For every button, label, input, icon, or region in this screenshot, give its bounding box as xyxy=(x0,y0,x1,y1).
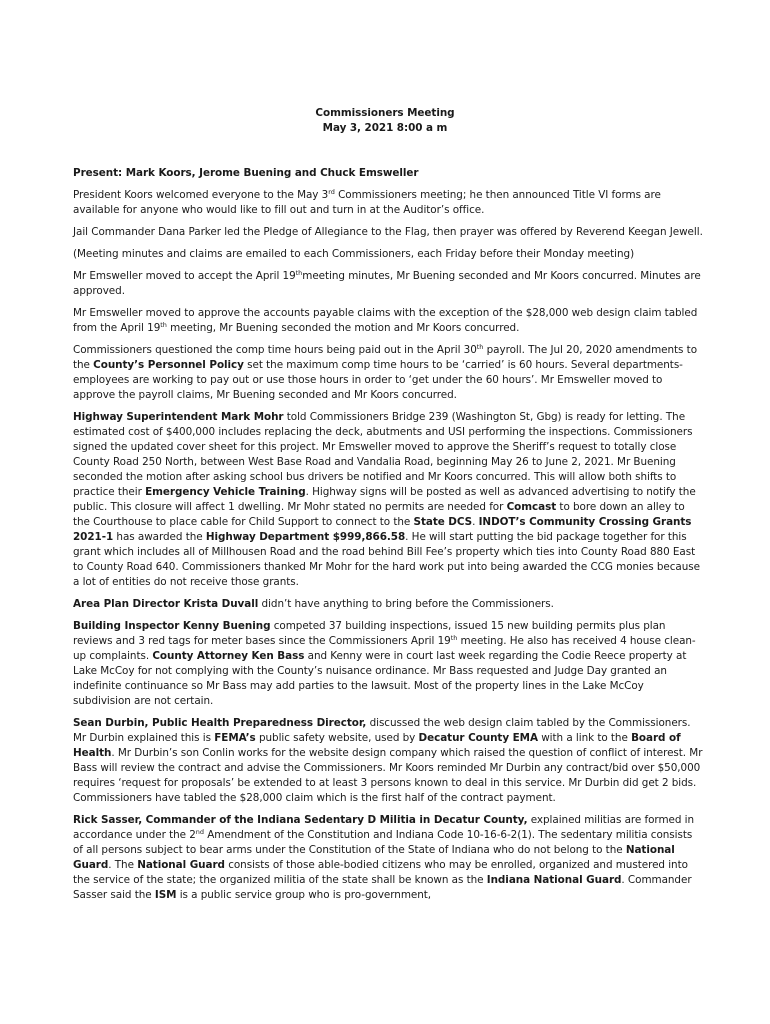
document-title xyxy=(0,106,770,136)
bold-text: Comcast xyxy=(506,501,557,513)
paragraph-pledge xyxy=(73,225,703,240)
text-run: Commissioners meeting; he then announced Title VI forms are available for anyone who would like to fill out and turn in at the Auditor’s office. xyxy=(73,189,661,216)
text-run: public safety website, used by xyxy=(255,732,419,744)
text-run: (Meeting minutes and claims are emailed to each Commissioners, each Friday before their Monday meeting) xyxy=(73,248,635,260)
title-line-2: May 3, 2021 8:00 a m xyxy=(322,122,448,134)
text-run: President Koors welcomed everyone to the May 3 xyxy=(73,189,329,201)
superscript: nd xyxy=(195,828,204,836)
bold-text: ISM xyxy=(154,889,177,901)
bold-text: National Guard xyxy=(137,859,225,871)
paragraph-claims xyxy=(73,306,703,336)
text-run: meeting, Mr Buening seconded the motion and Mr Koors concurred. xyxy=(166,322,520,334)
text-run: . Highway signs will be posted as well as advanced advertising to notify the public. This closure will affect 1 dwelling. Mr Mohr stated no permits are needed for xyxy=(73,486,696,513)
text-run: with a link to the xyxy=(537,732,632,744)
superscript: th xyxy=(295,269,303,277)
text-run: payroll. The Jul 20, 2020 amendments to the xyxy=(73,344,697,371)
bold-text: National Guard xyxy=(73,844,675,871)
text-run: Amendment of the Constitution and Indiana Code 10-16-6-2(1). The sedentary militia consists of all persons subject to bear arms under the Constitution of the State of Indiana who do not belong to the xyxy=(73,829,693,856)
text-run: explained militias are formed in accordance under the 2 xyxy=(73,814,695,841)
paragraph-minutes xyxy=(73,269,703,299)
paragraph-areaplan xyxy=(73,597,703,612)
superscript: th xyxy=(450,634,458,642)
text-run: Mr Emsweller moved to accept the April 19 xyxy=(73,270,296,282)
paragraph-building xyxy=(73,619,703,709)
text-run: . Mr Durbin’s son Conlin works for the website design company which raised the question of conflict of interest. Mr Bass will review the contract and advise the Commissioners. Mr Koors reminded Mr Durbin any contract/bid over $50,000 requires ‘request for proposals’ be extended to at least 3 persons known to deal in this service. Mr Durbin did get 2 bids. Commissioners have tabled the $28,000 claim which is the first half of the contract payment. xyxy=(73,747,703,804)
text-run: meeting minutes, Mr Buening seconded and Mr Koors concurred. Minutes are approved. xyxy=(73,270,701,297)
document-body xyxy=(73,166,703,910)
text-run: competed 37 building inspections, issued 15 new building permits plus plan reviews and 3 red tags for meter bases since the Commissioners April 19 xyxy=(73,620,666,647)
bold-text: County’s Personnel Policy xyxy=(93,359,244,371)
paragraph-highway xyxy=(73,410,703,590)
bold-text: Highway Superintendent Mark Mohr xyxy=(73,411,284,423)
text-run: Commissioners questioned the comp time hours being paid out in the April 30 xyxy=(73,344,477,356)
bold-text: State DCS xyxy=(413,516,473,528)
text-run: consists of those able-bodied citizens who may be enrolled, organized and mustered into the service of the state; the organized militia of the state shall be known as the xyxy=(73,859,688,886)
text-run: is a public service group who is pro-government, xyxy=(176,889,432,901)
bold-text: Indiana National Guard xyxy=(486,874,622,886)
text-run: meeting. He also has received 4 house clean-up complaints. xyxy=(73,635,696,662)
paragraph-present xyxy=(73,166,703,181)
text-run: Mr Emsweller moved to approve the accounts payable claims with the exception of the $28,000 web design claim tabled from the April 19 xyxy=(73,307,698,334)
paragraph-durbin xyxy=(73,716,703,806)
paragraph-welcome xyxy=(73,188,703,218)
bold-text: Emergency Vehicle Training xyxy=(145,486,306,498)
bold-text: Present: Mark Koors, Jerome Buening and Chuck Emsweller xyxy=(73,167,419,179)
text-run: and Kenny were in court last week regarding the Codie Reece property at Lake McCoy for not complying with the County’s nuisance ordinance. Mr Bass requested and Judge Day granted an indefinite continuance so Mr Bass may add parties to the lawsuit. Most of the property lines in the Lake McCoy subdivision are not certain. xyxy=(73,650,687,707)
text-run: discussed the web design claim tabled by the Commissioners. Mr Durbin explained this is xyxy=(73,717,691,744)
bold-text: Building Inspector Kenny Buening xyxy=(73,620,271,632)
text-run: told Commissioners Bridge 239 (Washington St, Gbg) is ready for letting. The estimated cost of $400,000 includes replacing the deck, abutments and USI performing the inspections. Commissioners signed the updated cover sheet for this project. Mr Emsweller moved to approve the Sheriff’s request to totally close County Road 250 North, between West Base Road and Vandalia Road, beginning May 26 to June 2, 2021. Mr Buening seconded the motion after asking school bus drivers be notified and Mr Koors concurred. This will allow both shifts to practice their xyxy=(73,411,693,498)
text-run: didn’t have anything to bring before the Commissioners. xyxy=(258,598,554,610)
bold-text: Decatur County EMA xyxy=(418,732,538,744)
bold-text: County Attorney Ken Bass xyxy=(152,650,305,662)
bold-text: Highway Department $999,866.58 xyxy=(205,531,406,543)
text-run: . He will start putting the bid package together for this grant which includes all of Millhousen Road and the road behind Bill Fee’s property which ties into County Road 880 East to County Road 640. Commissioners thanked Mr Mohr for the hard work put into being awarded the CCG monies because a lot of entities do not receive those grants. xyxy=(73,531,700,588)
text-run: has awarded the xyxy=(113,531,206,543)
text-run: . xyxy=(472,516,479,528)
text-run: Jail Commander Dana Parker led the Pledge of Allegiance to the Flag, then prayer was offered by Reverend Keegan Jewell. xyxy=(73,226,703,238)
text-run: set the maximum comp time hours to be ‘carried’ is 60 hours. Several departments- employees are working to pay out or use those hours in order to ‘get under the 60 hours’. Mr Emsweller moved to approve the payroll claims, Mr Buening seconded and Mr Koors concurred. xyxy=(73,359,683,401)
bold-text: Sean Durbin, Public Health Preparedness Director, xyxy=(73,717,367,729)
bold-text: FEMA’s xyxy=(214,732,256,744)
text-run: . The xyxy=(108,859,138,871)
bold-text: Board of Health xyxy=(73,732,681,759)
text-run: to bore down an alley to the Courthouse to place cable for Child Support to connect to the xyxy=(73,501,685,528)
superscript: th xyxy=(476,343,484,351)
bold-text: Area Plan Director Krista Duvall xyxy=(73,598,259,610)
title-line-1: Commissioners Meeting xyxy=(315,107,455,119)
paragraph-sasser xyxy=(73,813,703,903)
superscript: rd xyxy=(328,188,335,196)
bold-text: INDOT’s Community Crossing Grants 2021-1 xyxy=(73,516,692,543)
text-run: . Commander Sasser said the xyxy=(73,874,692,901)
paragraph-emailed xyxy=(73,247,703,262)
superscript: th xyxy=(160,321,167,329)
bold-text: Rick Sasser, Commander of the Indiana Sedentary D Militia in Decatur County, xyxy=(73,814,528,826)
paragraph-comptime xyxy=(73,343,703,403)
